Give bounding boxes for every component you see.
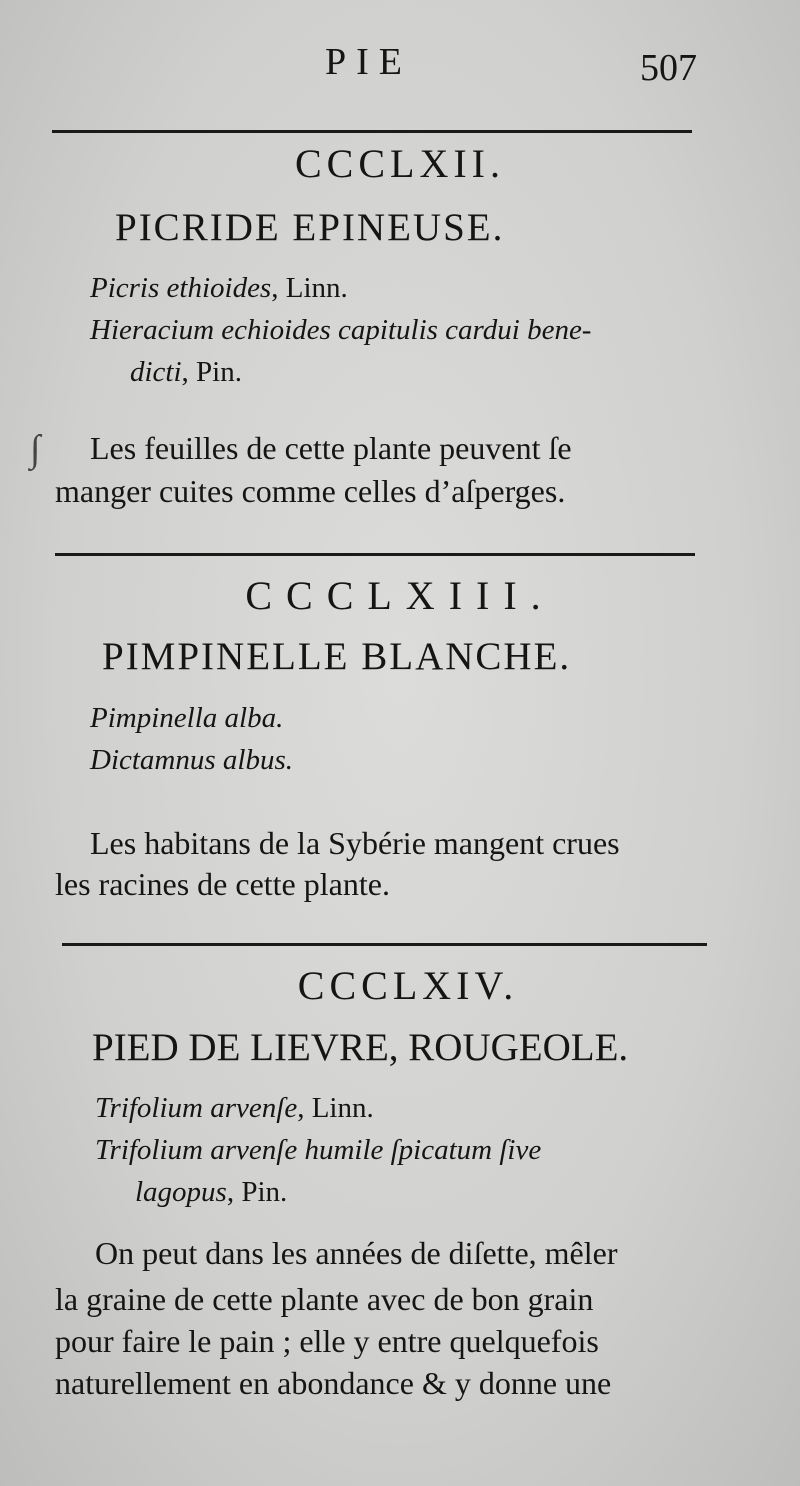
section-rule — [55, 553, 695, 556]
synonym-name: lagopus — [135, 1176, 227, 1208]
synonym-name: Dictamnus albus. — [90, 744, 293, 776]
synonym-author: , Pin. — [226, 1176, 288, 1208]
body-line: naturellement en abondance & y donne une — [55, 1365, 612, 1401]
body-line: Les feuilles de cette plante peuvent ſe — [90, 430, 572, 466]
synonym-name: Trifolium arvenſe — [95, 1092, 298, 1124]
entry-number: CCCLXII. — [295, 141, 505, 186]
synonym-line — [90, 272, 348, 305]
synonym-author: , Linn. — [297, 1092, 374, 1124]
synonym-line — [130, 356, 242, 389]
synonym-name: dicti — [130, 356, 182, 388]
body-line: manger cuites comme celles d’aſperges. — [55, 473, 566, 509]
body-line: pour faire le pain ; elle y entre quelquefois — [55, 1323, 599, 1359]
entry-number: CCCLXIV. — [297, 963, 519, 1008]
page-number: 507 — [640, 47, 697, 89]
body-line: la graine de cette plante avec de bon grain — [55, 1281, 594, 1317]
header-rule — [52, 130, 692, 133]
entry-number: CCCLXIII. — [245, 573, 555, 618]
synonym-name: Trifolium arvenſe humile ſpicatum ſive — [95, 1134, 542, 1166]
body-line: Les habitans de la Sybérie mangent crues — [90, 825, 620, 861]
synonym-author: , Linn. — [271, 272, 348, 304]
entry-title: PICRIDE EPINEUSE. — [115, 206, 505, 249]
synonym-line — [135, 1176, 287, 1209]
synonym-line — [95, 1092, 374, 1125]
synonym-name: Pimpinella alba. — [90, 702, 284, 734]
synonym-name: Hieracium echioides capitulis cardui bene- — [90, 314, 592, 346]
running-title: PIE — [325, 41, 412, 83]
synonym-name: Picris ethioides — [90, 272, 272, 304]
margin-mark: ∫ — [30, 428, 41, 470]
entry-title: PIED DE LIEVRE, ROUGEOLE. — [92, 1026, 629, 1069]
synonym-line — [95, 1134, 541, 1167]
synonym-line — [90, 702, 283, 735]
entry-title: PIMPINELLE BLANCHE. — [102, 635, 572, 678]
synonym-line — [90, 314, 591, 347]
body-line: les racines de cette plante. — [55, 866, 390, 902]
running-head — [0, 40, 800, 100]
body-line: On peut dans les années de diſette, mêler — [95, 1235, 618, 1271]
synonym-line — [90, 744, 293, 777]
synonym-author: , Pin. — [181, 356, 242, 388]
section-rule — [62, 943, 707, 946]
